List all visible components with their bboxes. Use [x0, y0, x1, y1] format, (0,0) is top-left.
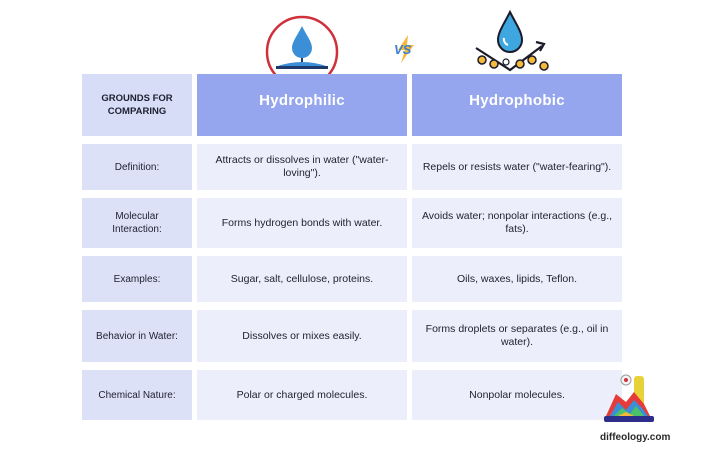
svg-text:VS: VS — [394, 42, 412, 57]
hydrophobic-behavior-in-water: Forms droplets or separates (e.g., oil in water). — [412, 310, 622, 362]
row-label-definition: Definition: — [82, 144, 192, 190]
hydrophobic-chemical-nature: Nonpolar molecules. — [412, 370, 622, 420]
row-label-examples: Examples: — [82, 256, 192, 302]
grounds-header: GROUNDS FOR COMPARING — [82, 74, 192, 136]
row-label-chemical-nature: Chemical Nature: — [82, 370, 192, 420]
hydrophilic-chemical-nature: Polar or charged molecules. — [197, 370, 407, 420]
row-label-molecular-interaction: Molecular Interaction: — [82, 198, 192, 248]
comparison-table — [82, 74, 622, 420]
row-label-behavior-in-water: Behavior in Water: — [82, 310, 192, 362]
hydrophilic-behavior-in-water: Dissolves or mixes easily. — [197, 310, 407, 362]
site-url: diffeology.com — [600, 432, 671, 443]
hydrophilic-molecular-interaction: Forms hydrogen bonds with water. — [197, 198, 407, 248]
diffeology-logo — [604, 372, 654, 424]
hydrophilic-examples: Sugar, salt, cellulose, proteins. — [197, 256, 407, 302]
hydrophilic-header: Hydrophilic — [197, 74, 407, 136]
vs-icon — [392, 34, 420, 64]
hydrophobic-examples: Oils, waxes, lipids, Teflon. — [412, 256, 622, 302]
hydrophilic-definition: Attracts or dissolves in water ("water-loving"). — [197, 144, 407, 190]
hydrophobic-definition: Repels or resists water ("water-fearing"). — [412, 144, 622, 190]
hydrophobic-molecular-interaction: Avoids water; nonpolar interactions (e.g., fats). — [412, 198, 622, 248]
hydrophobic-header: Hydrophobic — [412, 74, 622, 136]
